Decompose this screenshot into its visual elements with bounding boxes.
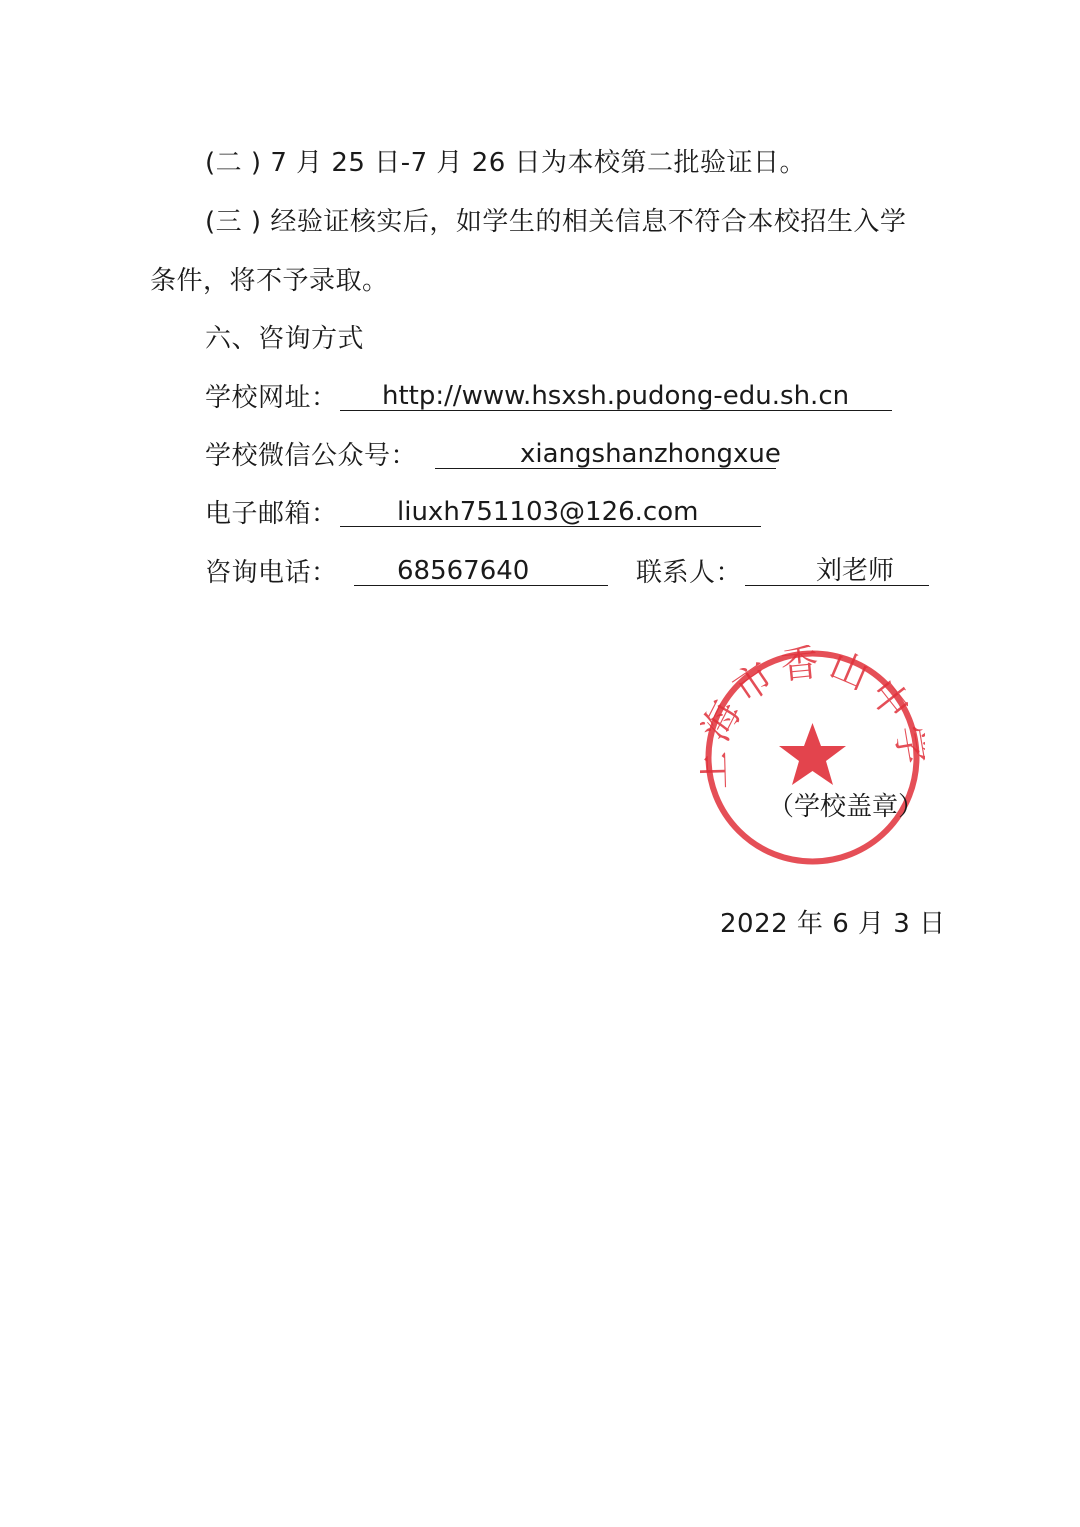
- wechat-label: 学校微信公众号：: [205, 441, 418, 471]
- section-heading-contact: 六、咨询方式: [205, 324, 365, 354]
- paragraph-verification-day-2: (二 ) 7 月 25 日-7 月 26 日为本校第二批验证日。: [205, 148, 807, 178]
- phone-label: 咨询电话：: [205, 558, 338, 588]
- seal-star-icon: [779, 723, 846, 785]
- contact-person-value: 刘老师: [745, 556, 929, 586]
- email-value[interactable]: liuxh751103@126.com: [340, 497, 761, 527]
- school-seal: [700, 645, 925, 870]
- seal-note: （学校盖章）: [768, 792, 925, 822]
- contact-person-label: 联系人：: [636, 558, 743, 588]
- website-label: 学校网址：: [205, 383, 338, 413]
- website-value[interactable]: http://www.hsxsh.pudong-edu.sh.cn: [340, 381, 892, 411]
- seal-org-text: 市香山中: [725, 645, 923, 733]
- paragraph-verification-result-line2: 条件，将不予录取。: [150, 266, 389, 296]
- email-label: 电子邮箱：: [205, 499, 338, 529]
- wechat-value: xiangshanzhongxue: [435, 439, 776, 469]
- paragraph-verification-result-line1: (三 ) 经验证核实后，如学生的相关信息不符合本校招生入学: [205, 207, 907, 237]
- phone-value: 68567640: [354, 556, 608, 586]
- document-date: 2022 年 6 月 3 日: [720, 909, 946, 939]
